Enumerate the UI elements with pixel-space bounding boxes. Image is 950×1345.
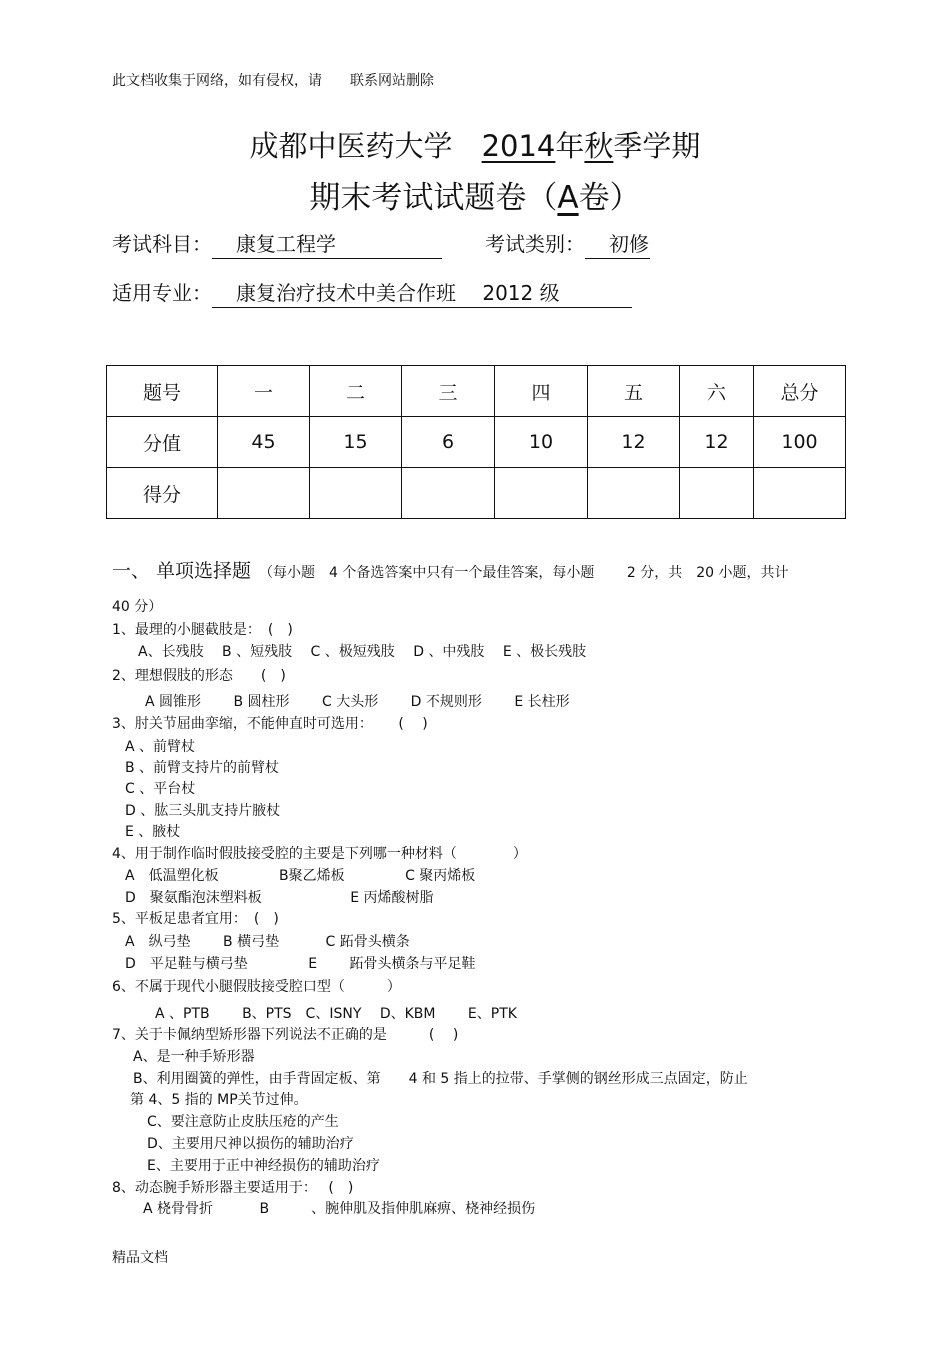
header-cell: 五 bbox=[588, 366, 680, 417]
header-cell: 题号 bbox=[107, 366, 218, 417]
score-table bbox=[106, 365, 846, 519]
subject-value: 康复工程学 bbox=[212, 228, 442, 259]
year: 2014 bbox=[481, 129, 556, 163]
score-header-row bbox=[107, 366, 846, 417]
header-cell: 四 bbox=[495, 366, 588, 417]
subject-field bbox=[112, 228, 442, 259]
header-cell: 六 bbox=[680, 366, 754, 417]
question-1: 1、最理的小腿截肢是： ( ) bbox=[112, 622, 293, 638]
earned-cell[interactable] bbox=[402, 468, 495, 519]
question-3-option-c: C 、平台杖 bbox=[125, 781, 196, 797]
earned-cell[interactable] bbox=[310, 468, 402, 519]
exam-title-line2 bbox=[0, 172, 950, 217]
category-label: 考试类别： bbox=[485, 232, 585, 256]
section-note-cont: 40 分） bbox=[112, 599, 163, 615]
header-cell: 总分 bbox=[754, 366, 846, 417]
question-5: 5、平板足患者宜用： ( ) bbox=[112, 911, 279, 927]
value-cell: 15 bbox=[310, 417, 402, 468]
question-2-options: A 圆锥形 B 圆柱形 C 大头形 D 不规则形 E 长柱形 bbox=[145, 694, 570, 710]
question-4-options-2: D 聚氨酯泡沫塑料板 E 丙烯酸树脂 bbox=[125, 890, 434, 906]
question-5-options-2: D 平足鞋与横弓垫 E 跖骨头横条与平足鞋 bbox=[125, 956, 476, 972]
question-5-options-1: A 纵弓垫 B 横弓垫 C 跖骨头横条 bbox=[125, 934, 410, 950]
earned-cell[interactable] bbox=[680, 468, 754, 519]
question-4: 4、用于制作临时假肢接受腔的主要是下列哪一种材料（ ） bbox=[112, 846, 527, 862]
value-cell: 45 bbox=[218, 417, 310, 468]
year-suffix: 年 bbox=[555, 129, 585, 163]
major-label: 适用专业： bbox=[112, 281, 212, 305]
question-7-option-d: D、主要用尺神以损伤的辅助治疗 bbox=[147, 1136, 354, 1152]
exam-title-line1 bbox=[0, 124, 950, 165]
row-label: 分值 bbox=[107, 417, 218, 468]
question-3-option-d: D 、肱三头肌支持片腋杖 bbox=[125, 803, 281, 819]
question-3-option-e: E 、腋杖 bbox=[125, 824, 181, 840]
term-rest: 季学期 bbox=[613, 129, 701, 163]
school-name: 成都中医药大学 bbox=[249, 129, 453, 163]
question-8-options: A 桡骨骨折 B 、腕伸肌及指伸肌麻痹、桡神经损伤 bbox=[143, 1201, 536, 1217]
question-1-options: A、长残肢 B 、短残肢 C 、极短残肢 D 、中残肢 E 、极长残肢 bbox=[138, 644, 587, 660]
value-cell: 10 bbox=[495, 417, 588, 468]
question-7-option-c: C、要注意防止皮肤压疮的产生 bbox=[147, 1114, 339, 1130]
header-cell: 三 bbox=[402, 366, 495, 417]
major-value: 康复治疗技术中美合作班 2012 级 bbox=[212, 277, 632, 308]
question-3-option-a: A 、前臂杖 bbox=[125, 739, 196, 755]
season: 秋 bbox=[584, 129, 614, 163]
category-value: 初修 bbox=[585, 228, 650, 259]
header-cell: 一 bbox=[218, 366, 310, 417]
question-4-options-1: A 低温塑化板 B聚乙烯板 C 聚丙烯板 bbox=[125, 868, 476, 884]
question-7-option-a: A、是一种手矫形器 bbox=[133, 1049, 255, 1065]
value-cell: 100 bbox=[754, 417, 846, 468]
value-cell: 12 bbox=[680, 417, 754, 468]
title-prefix: 期末考试试题卷（ bbox=[309, 180, 558, 216]
value-cell: 6 bbox=[402, 417, 495, 468]
header-cell: 二 bbox=[310, 366, 402, 417]
question-7-option-e: E、主要用于正中神经损伤的辅助治疗 bbox=[147, 1158, 380, 1174]
header-note: 此文档收集于网络，如有侵权，请 联系网站删除 bbox=[112, 73, 434, 89]
section-note: （每小题 4 个备选答案中只有一个最佳答案，每小题 2 分，共 20 小题，共计 bbox=[259, 565, 789, 581]
question-7-option-b: B、利用圈簧的弹性，由手背固定板、第 4 和 5 指上的拉带、手掌侧的钢丝形成三点固定，防止 bbox=[133, 1071, 748, 1087]
question-2: 2、理想假肢的形态 ( ) bbox=[112, 668, 286, 684]
footer-note: 精品文档 bbox=[112, 1250, 168, 1266]
question-6-options: A 、PTB B、PTS C、ISNY D、KBM E、PTK bbox=[155, 1006, 517, 1022]
score-earned-row bbox=[107, 468, 846, 519]
earned-cell[interactable] bbox=[588, 468, 680, 519]
section-title: 一、 单项选择题 bbox=[112, 560, 252, 582]
earned-cell[interactable] bbox=[754, 468, 846, 519]
title-suffix: 卷） bbox=[578, 180, 641, 216]
major-field bbox=[112, 277, 632, 308]
question-7: 7、关于卡佩纳型矫形器下列说法不正确的是 ( ) bbox=[112, 1027, 459, 1043]
score-values-row bbox=[107, 417, 846, 468]
question-6: 6、不属于现代小腿假肢接受腔口型（ ） bbox=[112, 979, 401, 995]
value-cell: 12 bbox=[588, 417, 680, 468]
paper-letter: A bbox=[557, 180, 579, 216]
subject-label: 考试科目： bbox=[112, 232, 212, 256]
row-label: 得分 bbox=[107, 468, 218, 519]
category-field bbox=[485, 228, 650, 259]
question-8: 8、动态腕手矫形器主要适用于： ( ) bbox=[112, 1180, 354, 1196]
earned-cell[interactable] bbox=[495, 468, 588, 519]
question-3: 3、肘关节屈曲挛缩，不能伸直时可选用： ( ) bbox=[112, 716, 428, 732]
section-heading bbox=[112, 556, 788, 583]
question-3-option-b: B 、前臂支持片的前臂杖 bbox=[125, 760, 280, 776]
earned-cell[interactable] bbox=[218, 468, 310, 519]
question-7-option-b-cont: 第 4、5 指的 MP关节过伸。 bbox=[130, 1092, 308, 1108]
